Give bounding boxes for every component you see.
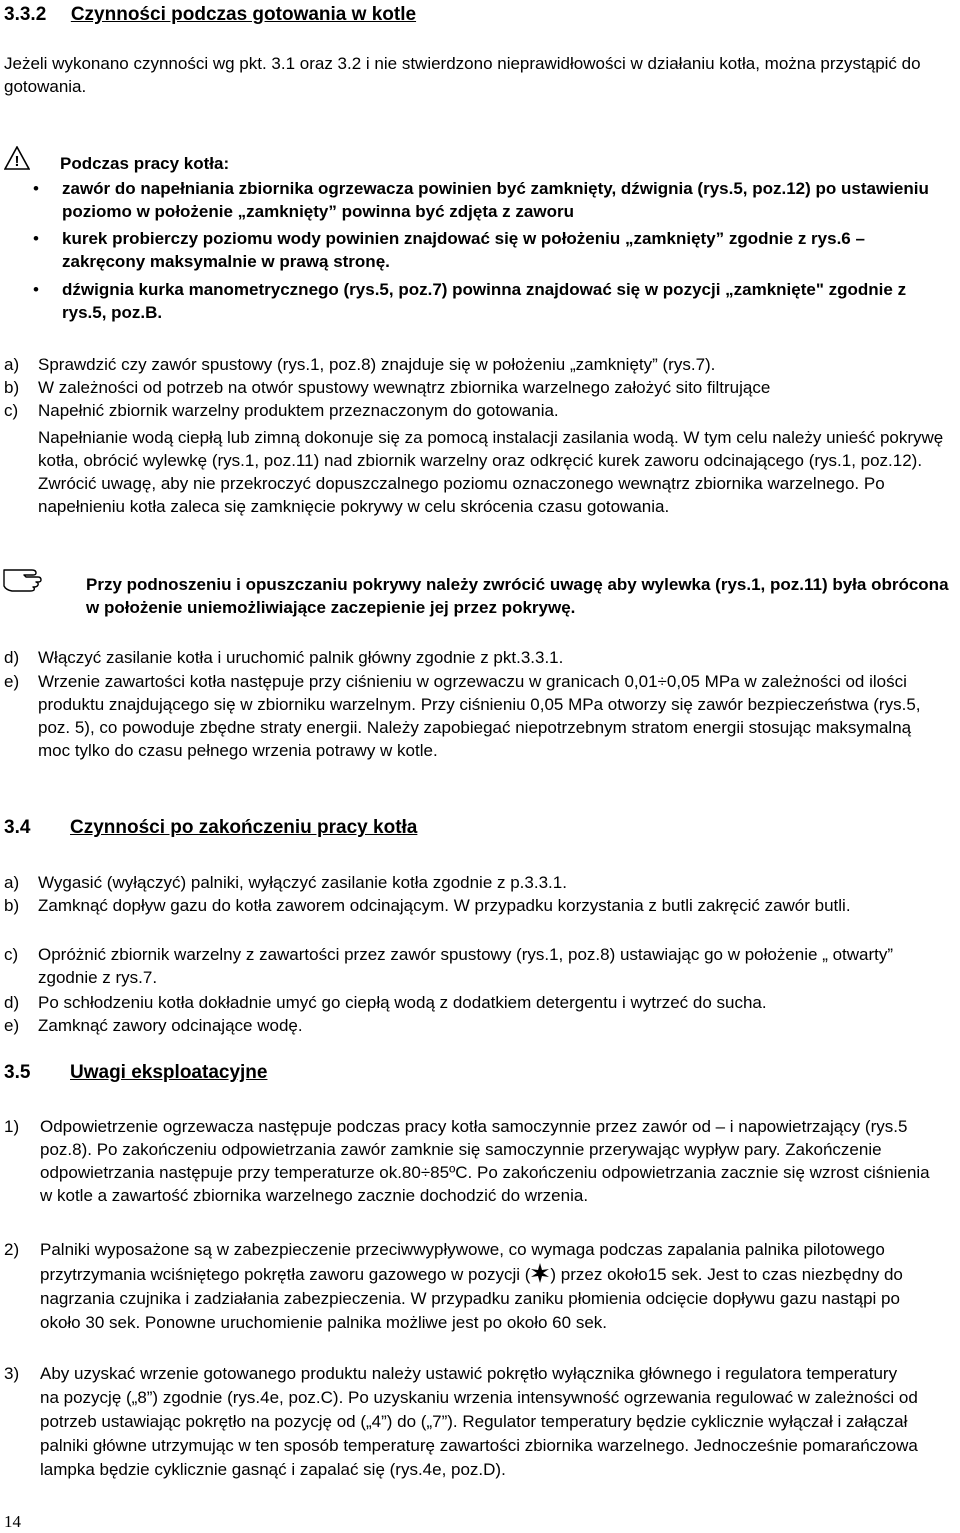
warning-bullet-3: dźwignia kurka manometrycznego (rys.5, poz.7) powinna znajdować się w pozycji „zamknięte" zgodnie z rys.5, poz.B. (62, 280, 907, 322)
remark-1-text: Odpowietrzenie ogrzewacza następuje podczas pracy kotła samoczynnie przez zawór od – i napowietrzający (rys.5 poz.8). Po zakończeniu odpowietrzania zawór zamknie się samoczynnie przerywając wypływ pary. Zakończenie odpowietrzania następuje przy temperaturze ok.80÷85ºC. Po zakończeniu odpowietrzania zacznie się wzrost ciśnienia w kotle a zawartość zbiornika warzelnego zacznie dochodzić do wrzenia. (40, 1117, 930, 1205)
warning-heading: Podczas pracy kotła: (60, 154, 230, 173)
step-e-text: Wrzenie zawartości kotła następuje przy ciśnieniu w ogrzewaczu w granicach 0,01÷0,05 MPa w zależności od ilości produktu znajdującego się w zbiorniku warzelnym. Przy ciśnieniu 0,05 MPa otworzy się zawór bezpieczeństwa (rys.5, poz. 5), co powoduje zbędne straty energii. Należy zapobiegać niepotrzebnym stratom energii stosując maksymalną moc tylko do czasu pełnego wrzenia potrawy w kotle. (38, 672, 921, 760)
section-heading-3-3-2 (4, 3, 416, 27)
section-number: 3.3.2 (4, 4, 47, 25)
step-letter: b) (4, 378, 20, 397)
section-number: 3.5 (4, 1062, 31, 1083)
remark-number: 2) (4, 1240, 20, 1259)
step-b-text: W zależności od potrzeb na otwór spustowy wewnątrz zbiornika warzelnego założyć sito filtrujące (38, 378, 771, 397)
section-title: Czynności podczas gotowania w kotle (70, 4, 417, 25)
section-number: 3.4 (4, 817, 31, 838)
remark-3-text: Aby uzyskać wrzenie gotowanego produktu należy ustawić pokrętło wyłącznika głównego i regulatora temperatury na pozycję („8”) zgodnie (rys.4e, poz.C). Po uzyskaniu wrzenia intensywność ogrzewania regulować w zależności od potrzeb ustawiając pokrętło na pozycję od („4”) do („7”). Regulator temperatury będzie cyklicznie wyłączał i załączał palniki główne utrzymując w ten sposób temperaturę zawartości zbiornika warzelnego. Jednocześnie pomarańczowa lampka będzie cyklicznie gasnąć i zapalać się (rys.4e, poz.D). (40, 1364, 918, 1479)
remark-2-text-after: ) przez około15 sek. Jest to czas niezbędny do nagrzania czujnika i zadziałania zabezpieczenia. W przypadku zaniku płomienia odcięcie dopływu gazu nastąpi po około 30 sek. Ponowne uruchomienie palnika możliwe jest po około 60 sek. (40, 1265, 903, 1332)
section-title: Uwagi eksploatacyjne (70, 1062, 268, 1083)
remark-number: 1) (4, 1117, 20, 1136)
after-step-a: Wygasić (wyłączyć) palniki, wyłączyć zasilanie kotła zgodnie z p.3.3.1. (38, 873, 567, 892)
step-letter: c) (4, 401, 19, 420)
step-letter: c) (4, 945, 19, 964)
step-letter: e) (4, 672, 20, 691)
warning-bullet-2: kurek probierczy poziomu wody powinien znajdować się w położeniu „zamknięty” zgodnie z rys.6 – zakręcony maksymalnie w prawą stronę. (62, 229, 865, 271)
section-heading-3-4 (4, 816, 417, 840)
svg-text:!: ! (14, 153, 20, 170)
fill-paragraph: Napełnianie wodą ciepłą lub zimną dokonuje się za pomocą instalacji zasilania wodą. W tym celu należy unieść pokrywę kotła, obrócić wylewkę (rys.1, poz.11) nad zbiornik warzelny oraz odkręcić kurek zaworu odcinającego (rys.1, poz.12). Zwrócić uwagę, aby nie przekroczyć dopuszczalnego poziomu oznaczonego wewnątrz zbiornika warzelnego. Po napełnieniu kotła zaleca się zamknięcie pokrywy w celu skrócenia czasu gotowania. (38, 428, 944, 516)
step-letter: b) (4, 896, 20, 915)
step-a-text: Sprawdzić czy zawór spustowy (rys.1, poz.8) znajduje się w położeniu „zamknięty” (rys.7). (38, 355, 716, 374)
warning-triangle-icon (4, 146, 30, 170)
after-step-d: Po schłodzeniu kotła dokładnie umyć go ciepłą wodą z dodatkiem detergentu i wytrzeć do sucha. (38, 993, 767, 1012)
after-step-b: Zamknąć dopływ gazu do kotła zaworem odcinającym. W przypadku korzystania z butli zakręcić zawór butli. (38, 896, 851, 915)
remark-2-text-before: Palniki wyposażone są w zabezpieczenie przeciwwypływowe, co wymaga podczas zapalania palnika pilotowego przytrzymania wciśniętego pokrętła zaworu gazowego w pozycji ( (40, 1240, 885, 1284)
warning-bullet-1: zawór do napełniania zbiornika ogrzewacza powinien być zamknięty, dźwignia (rys.5, poz.12) po ustawieniu poziomo w położenie „zamknięty” powinna być zdjęta z zaworu (62, 179, 929, 221)
bullet-dot: • (33, 280, 39, 299)
bullet-dot: • (33, 179, 39, 198)
pointing-hand-icon (2, 562, 52, 592)
step-c-text: Napełnić zbiornik warzelny produktem przeznaczonym do gotowania. (38, 401, 559, 420)
remark-number: 3) (4, 1364, 20, 1383)
step-d-text: Włączyć zasilanie kotła i uruchomić palnik główny zgodnie z pkt.3.3.1. (38, 648, 564, 667)
remark-2-text (40, 1238, 940, 1335)
after-step-c: Opróżnić zbiornik warzelny z zawartości przez zawór spustowy (rys.1, poz.8) ustawiając go w położenie „ otwarty” zgodnie z rys.7. (38, 945, 894, 987)
step-letter: a) (4, 873, 20, 892)
intro-paragraph: Jeżeli wykonano czynności wg pkt. 3.1 oraz 3.2 i nie stwierdzono nieprawidłowości w działaniu kotła, można przystąpić do gotowania. (4, 54, 921, 96)
after-step-e: Zamknąć zawory odcinające wodę. (38, 1016, 303, 1035)
step-letter: d) (4, 648, 20, 667)
note-text: Przy podnoszeniu i opuszczaniu pokrywy należy zwrócić uwagę aby wylewka (rys.1, poz.11) była obrócona w położenie uniemożliwiające zaczepienie jej przez pokrywę. (86, 575, 949, 617)
step-letter: a) (4, 355, 20, 374)
step-letter: d) (4, 993, 20, 1012)
flame-icon (530, 1262, 550, 1284)
section-title: Czynności po zakończeniu pracy kotła (70, 817, 418, 838)
section-heading-3-5 (4, 1061, 267, 1085)
bullet-dot: • (33, 229, 39, 248)
page-number: 14 (4, 1512, 21, 1531)
step-letter: e) (4, 1016, 20, 1035)
